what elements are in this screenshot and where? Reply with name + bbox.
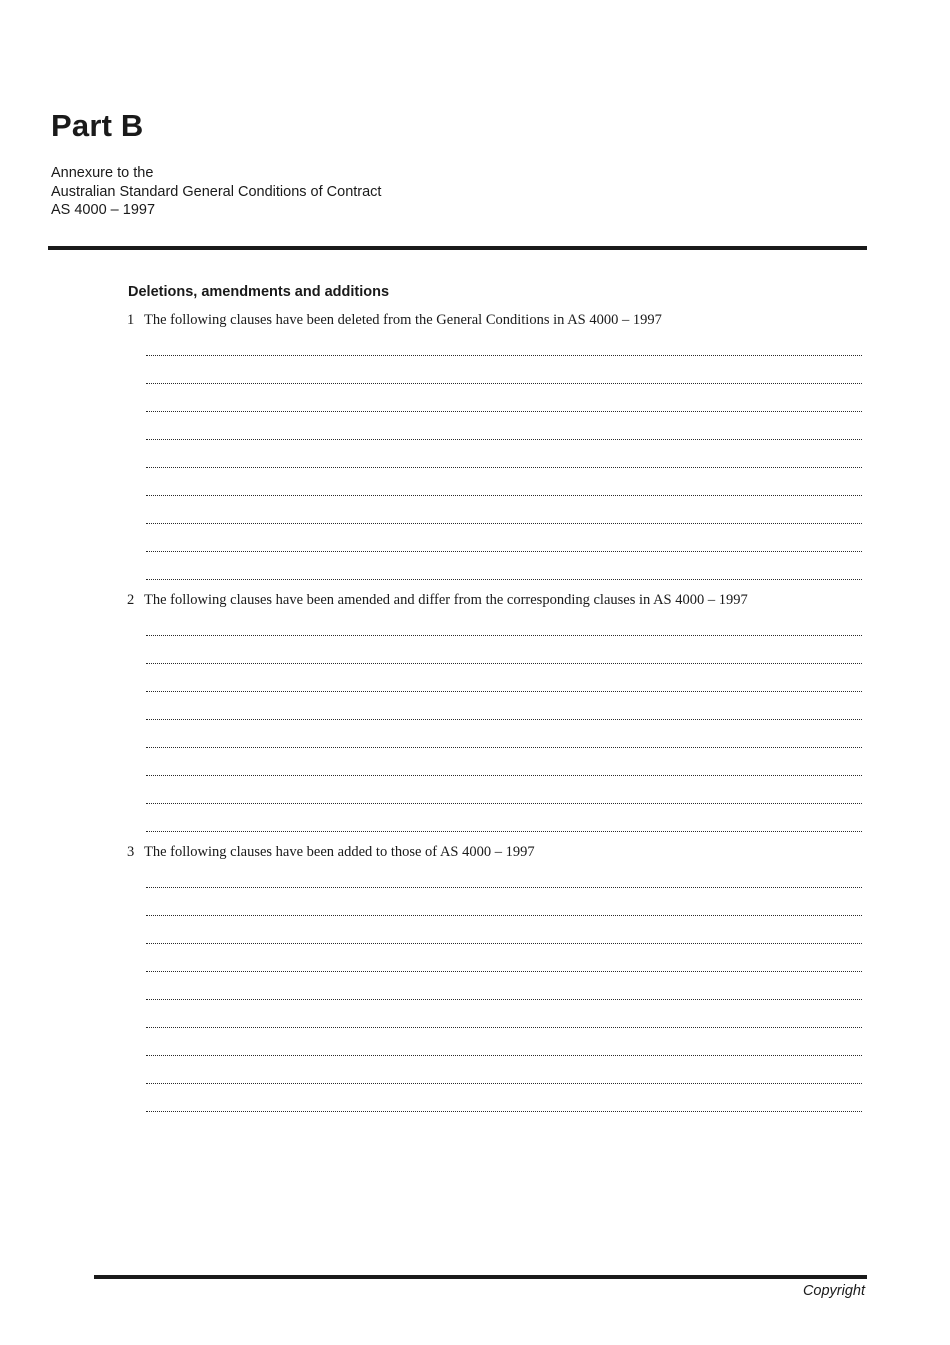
blank-entry-line[interactable] xyxy=(146,328,862,356)
subtitle-line: Annexure to the xyxy=(51,165,154,181)
clause-3-heading xyxy=(127,843,535,861)
section-heading: Deletions, amendments and additions xyxy=(128,284,390,300)
blank-entry-line[interactable] xyxy=(146,412,862,440)
blank-entry-line[interactable] xyxy=(146,356,862,384)
clause-1-blank-lines xyxy=(146,328,862,580)
footer-divider xyxy=(94,1275,867,1279)
blank-entry-line[interactable] xyxy=(146,440,862,468)
blank-entry-line[interactable] xyxy=(146,1056,862,1084)
blank-entry-line[interactable] xyxy=(146,804,862,832)
subtitle-line: Australian Standard General Conditions of Contract xyxy=(51,183,382,200)
blank-entry-line[interactable] xyxy=(146,860,862,888)
clause-2-blank-lines xyxy=(146,608,862,832)
clause-text: The following clauses have been added to those of AS 4000 – 1997 xyxy=(144,844,535,860)
blank-entry-line[interactable] xyxy=(146,720,862,748)
subtitle-line: AS 4000 – 1997 xyxy=(51,202,156,218)
clause-3-blank-lines xyxy=(146,860,862,1112)
blank-entry-line[interactable] xyxy=(146,552,862,580)
blank-entry-line[interactable] xyxy=(146,468,862,496)
page-title: Part B xyxy=(51,108,144,143)
blank-entry-line[interactable] xyxy=(146,944,862,972)
clause-text: The following clauses have been amended and differ from the corresponding clauses in AS 4000 – 1997 xyxy=(144,592,748,608)
blank-entry-line[interactable] xyxy=(146,496,862,524)
header-divider xyxy=(48,246,867,250)
clause-text: The following clauses have been deleted from the General Conditions in AS 4000 – 1997 xyxy=(144,312,662,328)
blank-entry-line[interactable] xyxy=(146,608,862,636)
blank-entry-line[interactable] xyxy=(146,524,862,552)
blank-entry-line[interactable] xyxy=(146,636,862,664)
blank-entry-line[interactable] xyxy=(146,748,862,776)
blank-entry-line[interactable] xyxy=(146,1028,862,1056)
clause-number: 2 xyxy=(127,592,135,608)
blank-entry-line[interactable] xyxy=(146,664,862,692)
blank-entry-line[interactable] xyxy=(146,692,862,720)
clause-number: 3 xyxy=(127,844,135,860)
blank-entry-line[interactable] xyxy=(146,888,862,916)
blank-entry-line[interactable] xyxy=(146,776,862,804)
blank-entry-line[interactable] xyxy=(146,972,862,1000)
clause-2-heading xyxy=(127,591,748,609)
copyright-label: Copyright xyxy=(802,1283,865,1299)
blank-entry-line[interactable] xyxy=(146,384,862,412)
clause-number: 1 xyxy=(127,312,135,328)
clause-1-heading xyxy=(127,311,662,329)
blank-entry-line[interactable] xyxy=(146,1084,862,1112)
blank-entry-line[interactable] xyxy=(146,1000,862,1028)
blank-entry-line[interactable] xyxy=(146,916,862,944)
document-subtitle xyxy=(51,164,381,220)
